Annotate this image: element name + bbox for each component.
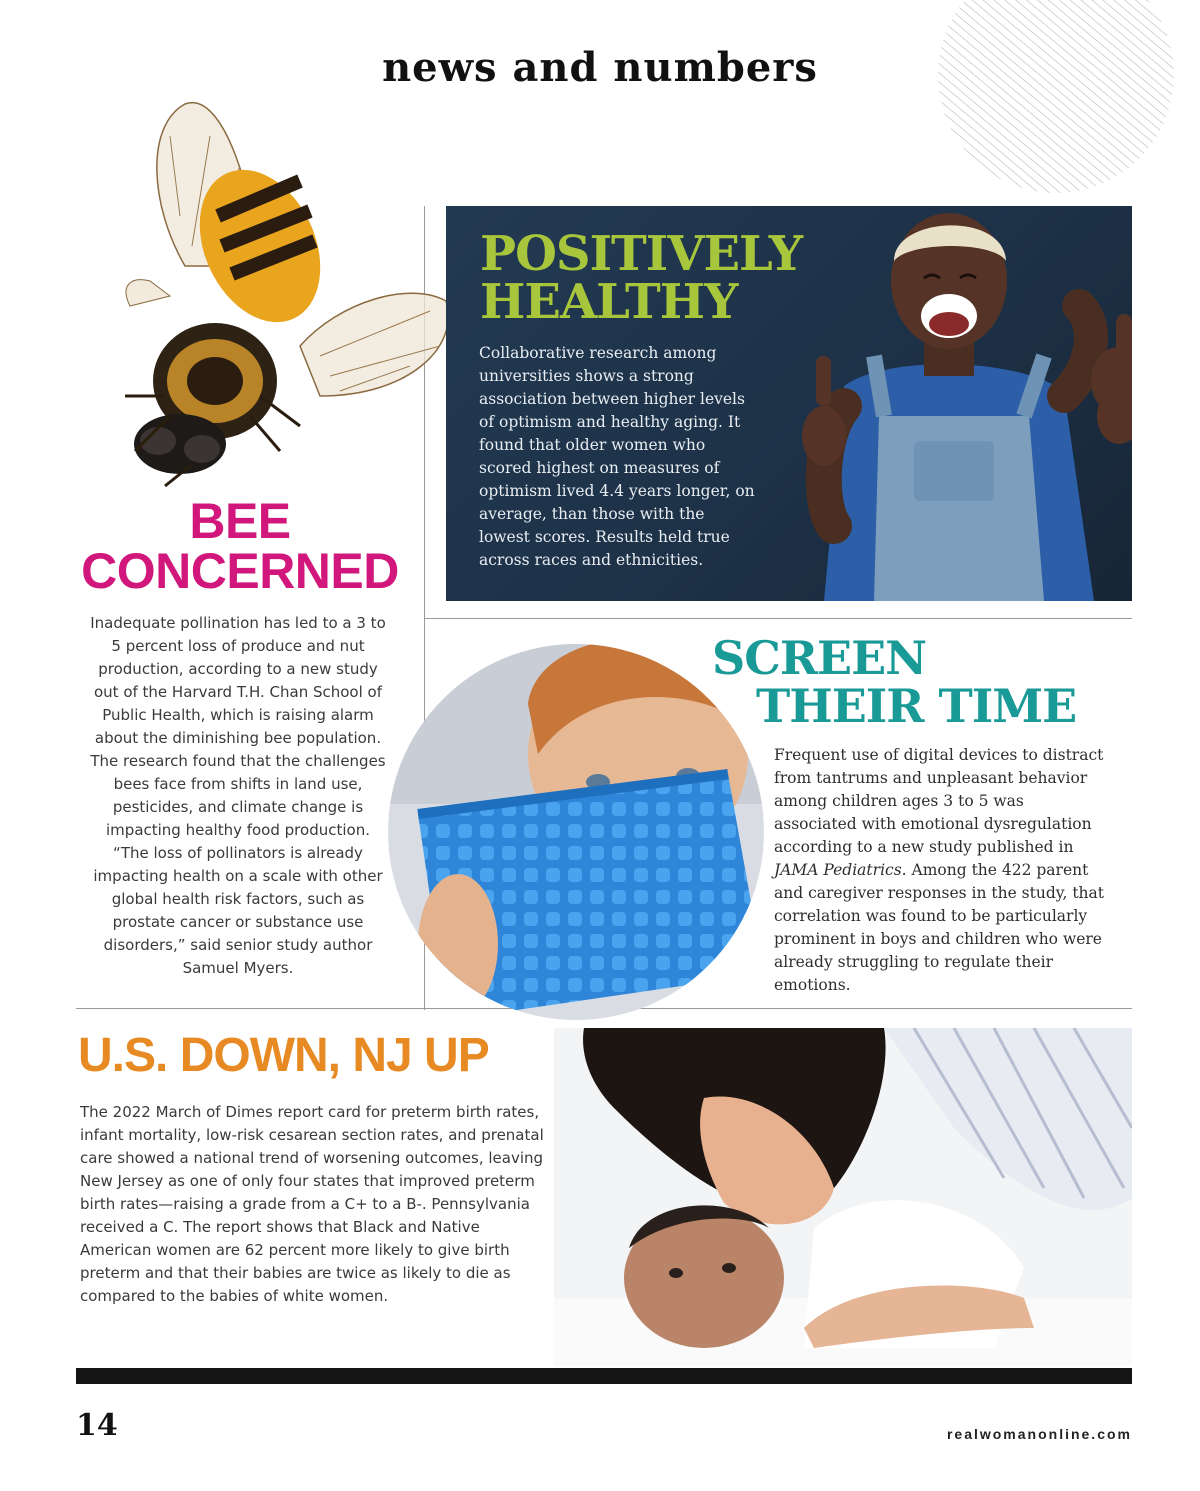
footer-bar (76, 1368, 1132, 1384)
row-divider (424, 618, 1132, 619)
page-number: 14 (76, 1408, 118, 1443)
child-with-tablet-photo (388, 644, 764, 1020)
positively-healthy-headline (480, 226, 820, 330)
headline-line: POSITIVELY (480, 226, 802, 282)
mother-and-newborn-photo (554, 1028, 1132, 1366)
body-text: Frequent use of digital devices to distract from tantrums and unpleasant behavior among children ages 3 to 5 was associated with emotional dysregulation according to a new study published in (774, 746, 1104, 856)
hatched-circle-decoration (926, 0, 1176, 196)
headline-line: THEIR TIME (756, 679, 1077, 733)
journal-name: JAMA Pediatrics (774, 861, 902, 879)
headline-line: BEE (189, 493, 291, 549)
headline-line: SCREEN (712, 631, 927, 685)
bee-headline (60, 493, 420, 599)
bee-article-body: Inadequate pollination has led to a 3 to 5 percent loss of produce and nut production, according to a new study out of the Harvard T.H. Chan School of Public Health, which is raising alarm about the diminishing bee population. The research found that the challenges bees face from shifts in land use, pesticides, and climate change is impacting healthy food production. “The loss of pollinators is already impacting health on a scale with other global health risk factors, such as prostate cancer or substance use disorders,” said senior study author Samuel Myers. (90, 614, 386, 977)
bee-icon (110, 96, 455, 496)
headline-line: HEALTHY (480, 274, 738, 330)
headline-line: CONCERNED (81, 543, 399, 599)
positively-healthy-panel (446, 206, 1132, 601)
screen-time-headline (712, 631, 1112, 733)
us-down-nj-up-body: The 2022 March of Dimes report card for preterm birth rates, infant mortality, low-risk cesarean section rates, and prenatal care showed a national trend of worsening outcomes, leaving New Jersey as one of only four states that improved preterm birth rates—raising a grade from a C+ to a B-. Pennsylvania received a C. The report shows that Black and Native American women are 62 percent more likely to give birth preterm and that their babies are twice as likely to die as compared to the babies of white women. (80, 1103, 544, 1305)
body-text: . Among the 422 parent and caregiver responses in the study, that correlation was found to be particularly prominent in boys and children who were already struggling to regulate their emotions. (774, 861, 1105, 994)
screen-time-body (774, 744, 1104, 997)
us-down-nj-up-headline: U.S. DOWN, NJ UP (78, 1029, 489, 1082)
site-url: realwomanonline.com (946, 1426, 1132, 1442)
positively-healthy-body: Collaborative research among universities shows a strong association between higher levels of optimism and healthy aging. It found that older women who scored highest on measures of optimism lived 4.4 years longer, on average, than those with the lowest scores. Results held true across races and ethnicities. (479, 344, 755, 569)
section-title: news and numbers (382, 44, 818, 91)
